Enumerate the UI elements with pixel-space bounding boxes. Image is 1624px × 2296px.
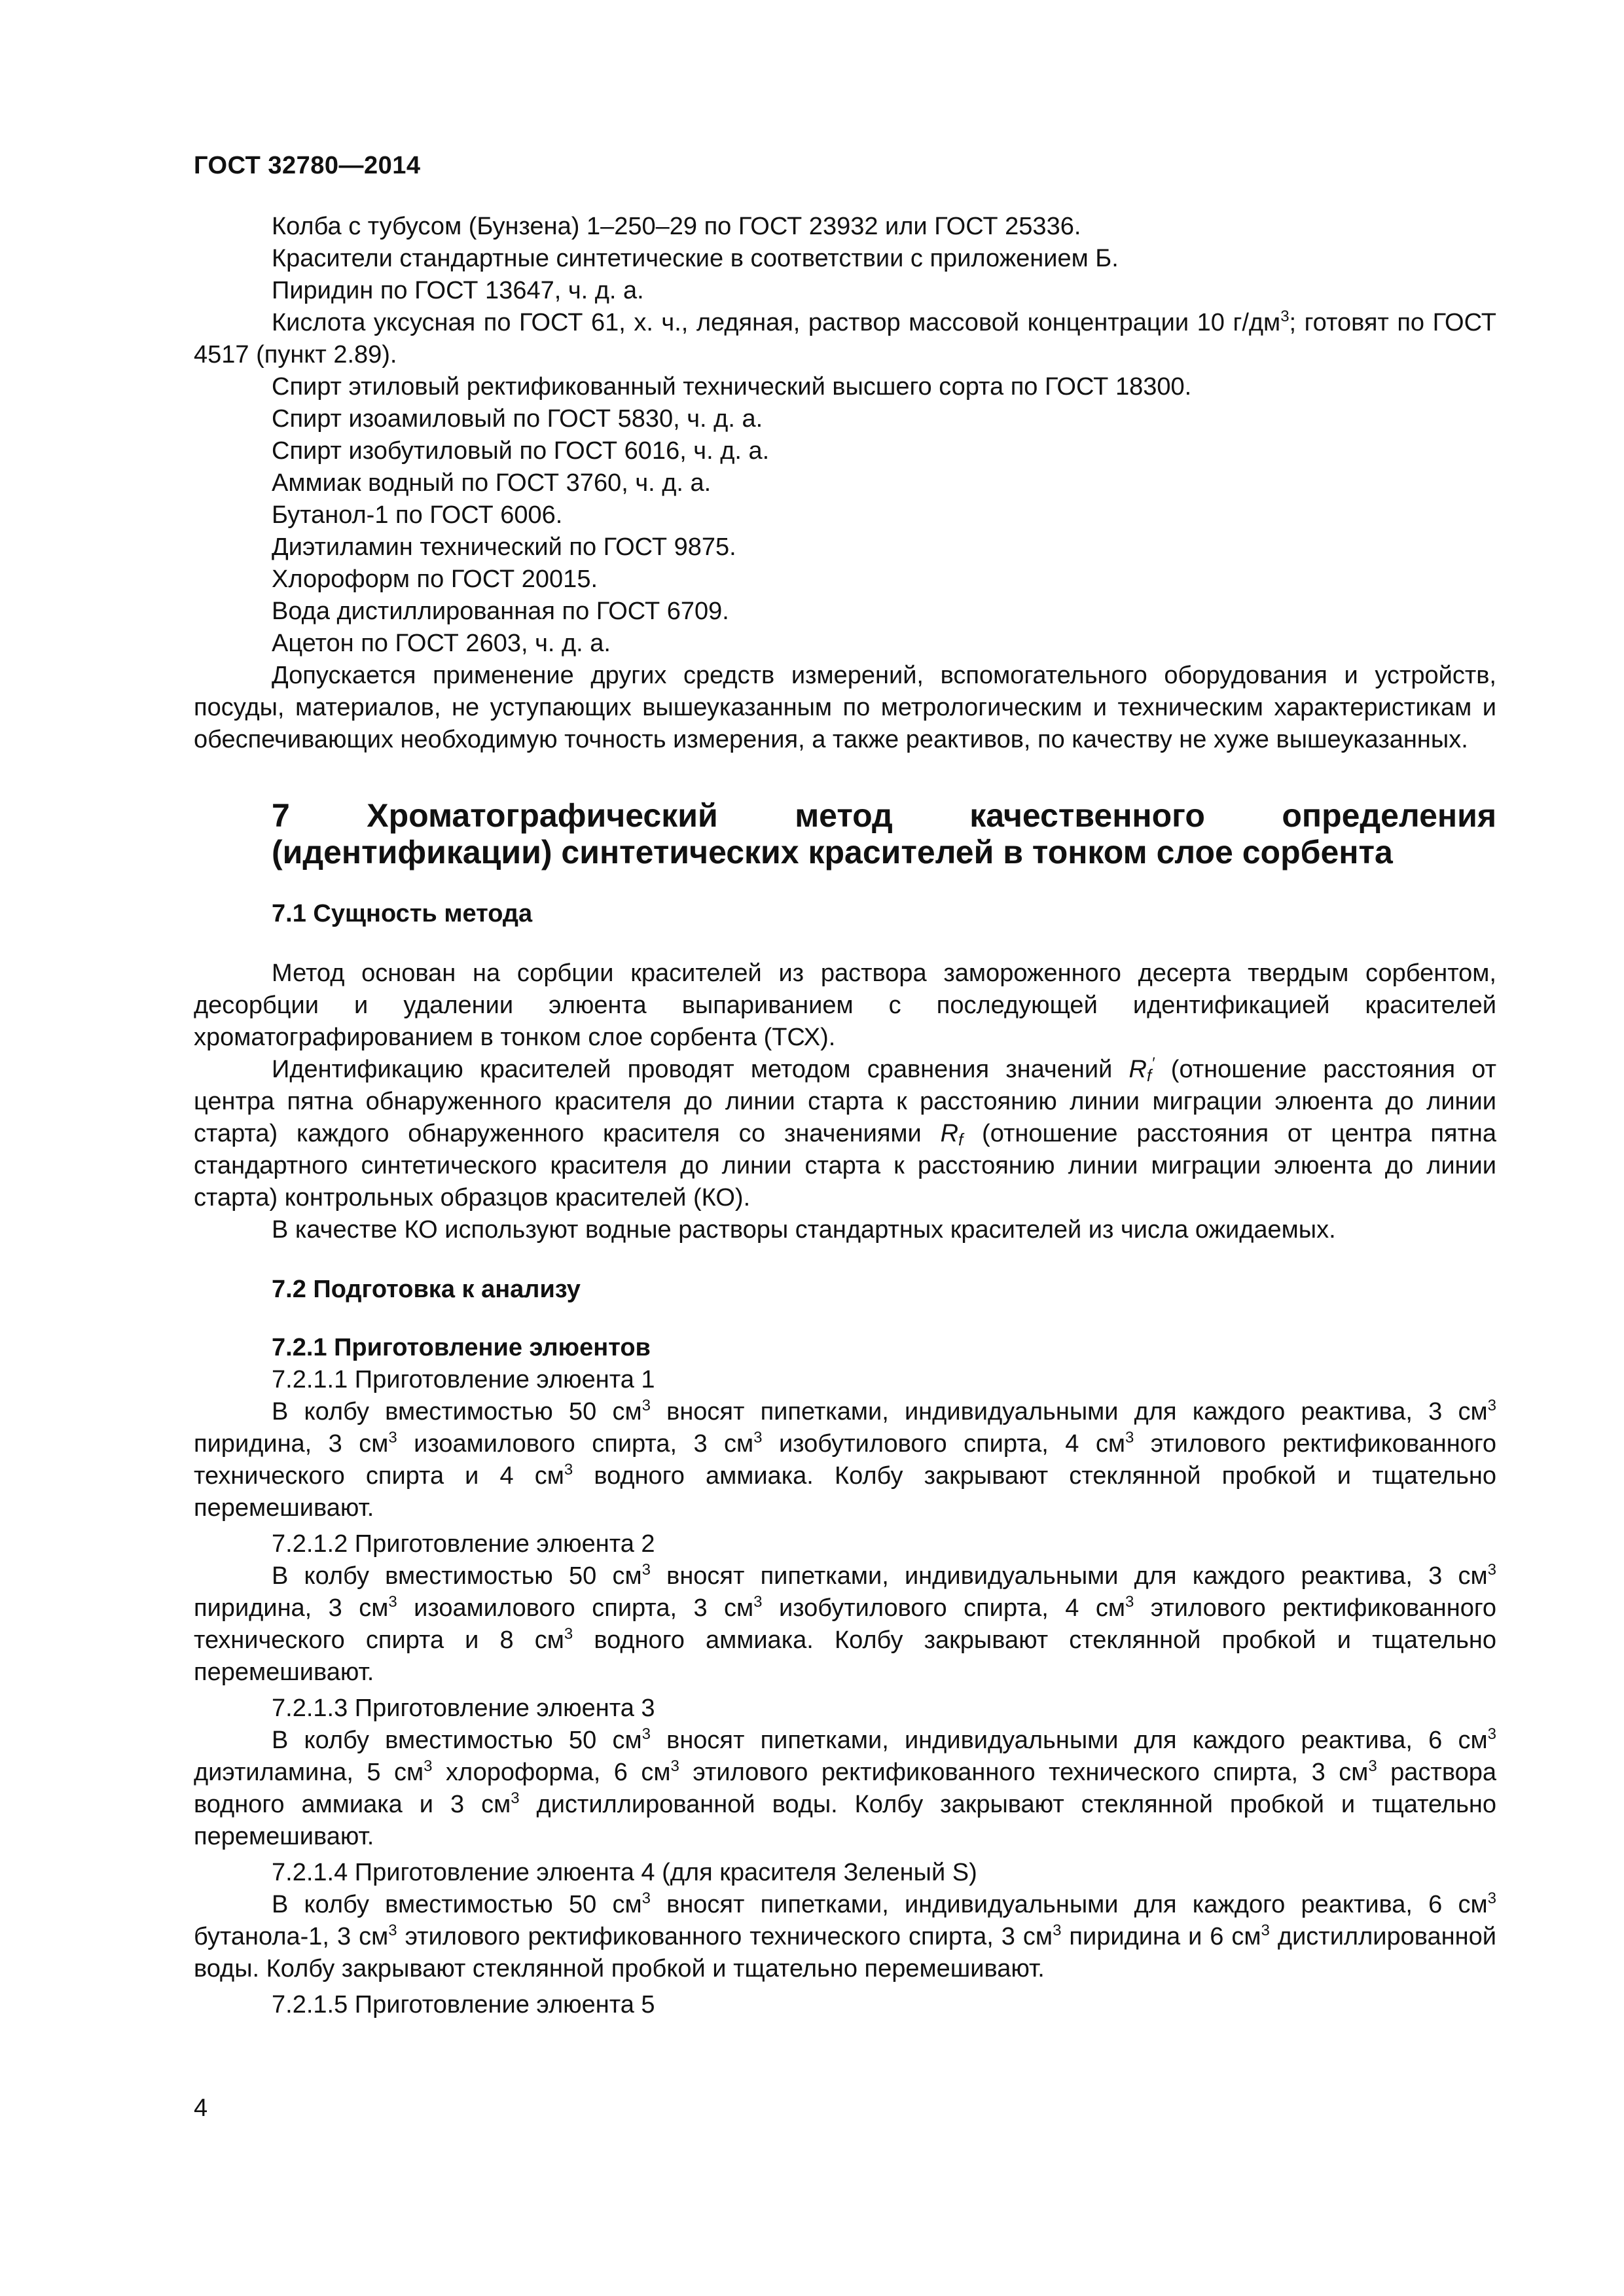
superscript: 3 (424, 1757, 433, 1775)
equipment-item: Аммиак водный по ГОСТ 3760, ч. д. а. (272, 469, 712, 497)
text-run: изоамилового спирта, 3 см (397, 1594, 754, 1622)
superscript: 3 (1053, 1922, 1062, 1939)
superscript: 3 (1125, 1593, 1134, 1611)
superscript: 3 (753, 1429, 763, 1446)
standard-header: ГОСТ 32780—2014 (194, 152, 421, 179)
section-7-2-heading: 7.2 Подготовка к анализу (272, 1276, 581, 1303)
equipment-item: Спирт этиловый ректификованный технический высшего сорта по ГОСТ 18300. (272, 373, 1192, 401)
text-run: Идентификацию красителей проводят методом сравнения значений (272, 1056, 1129, 1083)
eluent-5-heading: 7.2.1.5 Приготовление элюента 5 (272, 1991, 655, 2018)
superscript: 3 (388, 1593, 397, 1611)
method-paragraph: Метод основан на сорбции красителей из раствора замороженного десерта твердым сорбентом, десорбции и удалении элюента выпариванием с последующей идентификацией красителей хроматографированием в тонком слое сорбента (ТСХ). (194, 960, 1496, 1051)
text-run: ; готовят по ГОСТ 4517 (пункт 2.89). (194, 309, 1497, 368)
text-run: пиридина, 3 см (194, 1594, 389, 1622)
superscript: 3 (564, 1461, 573, 1479)
document-body (194, 211, 1496, 2021)
eluent-2-text (194, 1560, 1496, 1689)
section-7-2-1-heading: 7.2.1 Приготовление элюентов (272, 1334, 651, 1361)
text-run: пиридина, 3 см (194, 1430, 389, 1458)
text-run: изобутилового спирта, 4 см (762, 1594, 1126, 1622)
superscript: 3 (1280, 308, 1290, 325)
text-run: этилового ректификованного технического спирта и 8 см (194, 1594, 1497, 1654)
superscript: 3 (1125, 1429, 1134, 1446)
equipment-item: Пиридин по ГОСТ 13647, ч. д. а. (272, 277, 644, 304)
equipment-item: Бутанол-1 по ГОСТ 6006. (272, 501, 563, 529)
superscript: 3 (641, 1725, 651, 1743)
text-run: вносят пипетками, индивидуальными для каждого реактива, 3 см (650, 1398, 1488, 1426)
rf-subscript: f (1146, 1066, 1152, 1085)
text-run: вносят пипетками, индивидуальными для каждого реактива, 3 см (650, 1562, 1488, 1590)
eluent-3-text (194, 1725, 1496, 1853)
text-run: этилового ректификованного технического спирта и 4 см (194, 1430, 1497, 1490)
text-run: вносят пипетками, индивидуальными для каждого реактива, 6 см (650, 1891, 1488, 1918)
text-run: пиридина и 6 см (1061, 1923, 1261, 1950)
section-7-heading: 7 Хроматографический метод качественного определения (идентификации) синтетических красителей в тонком слое сорбента (272, 797, 1496, 870)
superscript: 3 (388, 1429, 397, 1446)
text-run: изобутилового спирта, 4 см (762, 1430, 1126, 1458)
superscript: 3 (1487, 1890, 1496, 1907)
identification-paragraph (194, 1054, 1496, 1214)
text-run: дистиллированной воды. Колбу закрывают стеклянной пробкой и тщательно перемешивают. (194, 1791, 1496, 1850)
equipment-item: Диэтиламин технический по ГОСТ 9875. (272, 533, 736, 561)
text-run: бутанола-1, 3 см (194, 1923, 389, 1950)
equipment-item: Ацетон по ГОСТ 2603, ч. д. а. (272, 630, 611, 657)
text-run: Кислота уксусная по ГОСТ 61, х. ч., ледяная, раствор массовой концентрации 10 г/дм (272, 309, 1281, 336)
equipment-item: Спирт изоамиловый по ГОСТ 5830, ч. д. а. (272, 405, 763, 433)
superscript: 3 (388, 1922, 397, 1939)
text-run: В колбу вместимостью 50 см (272, 1562, 642, 1590)
eluent-3-heading: 7.2.1.3 Приготовление элюента 3 (272, 1695, 655, 1722)
eluent-4-text (194, 1889, 1496, 1985)
text-run: раствора водного аммиака и 3 см (194, 1759, 1496, 1818)
superscript: 3 (511, 1789, 520, 1807)
rf-letter: R (1128, 1056, 1147, 1083)
superscript: 3 (641, 1890, 651, 1907)
equipment-item: Красители стандартные синтетические в соответствии с приложением Б. (272, 245, 1119, 272)
text-run: изоамилового спирта, 3 см (397, 1430, 754, 1458)
eluent-1-heading: 7.2.1.1 Приготовление элюента 1 (272, 1366, 655, 1393)
equipment-item: Колба с тубусом (Бунзена) 1–250–29 по ГОСТ 23932 или ГОСТ 25336. (272, 213, 1081, 240)
eluent-1-text (194, 1396, 1496, 1524)
eluent-4-heading: 7.2.1.4 Приготовление элюента 4 (для красителя Зеленый S) (272, 1859, 977, 1886)
text-run: хлороформа, 6 см (432, 1759, 671, 1786)
superscript: 3 (641, 1561, 651, 1579)
text-run: В колбу вместимостью 50 см (272, 1727, 642, 1754)
control-samples-paragraph: В качестве КО используют водные растворы стандартных красителей из числа ожидаемых. (272, 1216, 1336, 1244)
text-run: этилового ректификованного технического спирта, 3 см (679, 1759, 1369, 1786)
equipment-item: Спирт изобутиловый по ГОСТ 6016, ч. д. а. (272, 437, 770, 465)
text-run: вносят пипетками, индивидуальными для каждого реактива, 6 см (650, 1727, 1488, 1754)
rf-subscript: f (958, 1130, 964, 1149)
superscript: 3 (753, 1593, 763, 1611)
section-7-1-heading: 7.1 Сущность метода (272, 900, 533, 927)
superscript: 3 (1261, 1922, 1270, 1939)
text-run: В колбу вместимостью 50 см (272, 1891, 642, 1918)
text-run: этилового ректификованного технического спирта, 3 см (397, 1923, 1053, 1950)
superscript: 3 (1487, 1397, 1496, 1414)
rf-symbol (941, 1120, 964, 1147)
superscript: 3 (1368, 1757, 1377, 1775)
page-number: 4 (194, 2094, 208, 2122)
equipment-item: Хлороформ по ГОСТ 20015. (272, 565, 598, 593)
rf-prime: ′ (1151, 1054, 1155, 1072)
text-run: (отношение расстояния от центра пятна стандартного синтетического красителя до линии старта к расстоянию линии миграции элюента до линии старта) контрольных образцов красителей (КО). (194, 1120, 1497, 1211)
text-run: (отношение расстояния от центра пятна обнаруженного красителя до линии старта к расстоянию линии миграции элюента до линии старта) каждого обнаруженного красителя со значениями (194, 1056, 1496, 1147)
superscript: 3 (641, 1397, 651, 1414)
superscript: 3 (670, 1757, 679, 1775)
equipment-item-acetic-acid (194, 307, 1496, 371)
equipment-note: Допускается применение других средств измерений, вспомогательного оборудования и устройств, посуды, материалов, не уступающих вышеуказанным по метрологическим и техническим характеристикам и обеспечивающих необходимую точность измерения, а также реактивов, по качеству не хуже вышеуказанных. (194, 662, 1496, 753)
superscript: 3 (1487, 1561, 1496, 1579)
text-run: водного аммиака. Колбу закрывают стеклянной пробкой и тщательно перемешивают. (194, 1626, 1496, 1686)
text-run: диэтиламина, 5 см (194, 1759, 424, 1786)
eluent-2-heading: 7.2.1.2 Приготовление элюента 2 (272, 1530, 655, 1558)
text-run: водного аммиака. Колбу закрывают стеклянной пробкой и тщательно перемешивают. (194, 1462, 1496, 1522)
rf-letter: R (940, 1120, 959, 1147)
equipment-item: Вода дистиллированная по ГОСТ 6709. (272, 598, 729, 625)
superscript: 3 (564, 1625, 573, 1643)
superscript: 3 (1487, 1725, 1496, 1743)
text-run: дистиллированной воды. Колбу закрывают стеклянной пробкой и тщательно перемешивают. (194, 1923, 1496, 1982)
text-run: В колбу вместимостью 50 см (272, 1398, 642, 1426)
rf-symbol (1128, 1056, 1154, 1083)
